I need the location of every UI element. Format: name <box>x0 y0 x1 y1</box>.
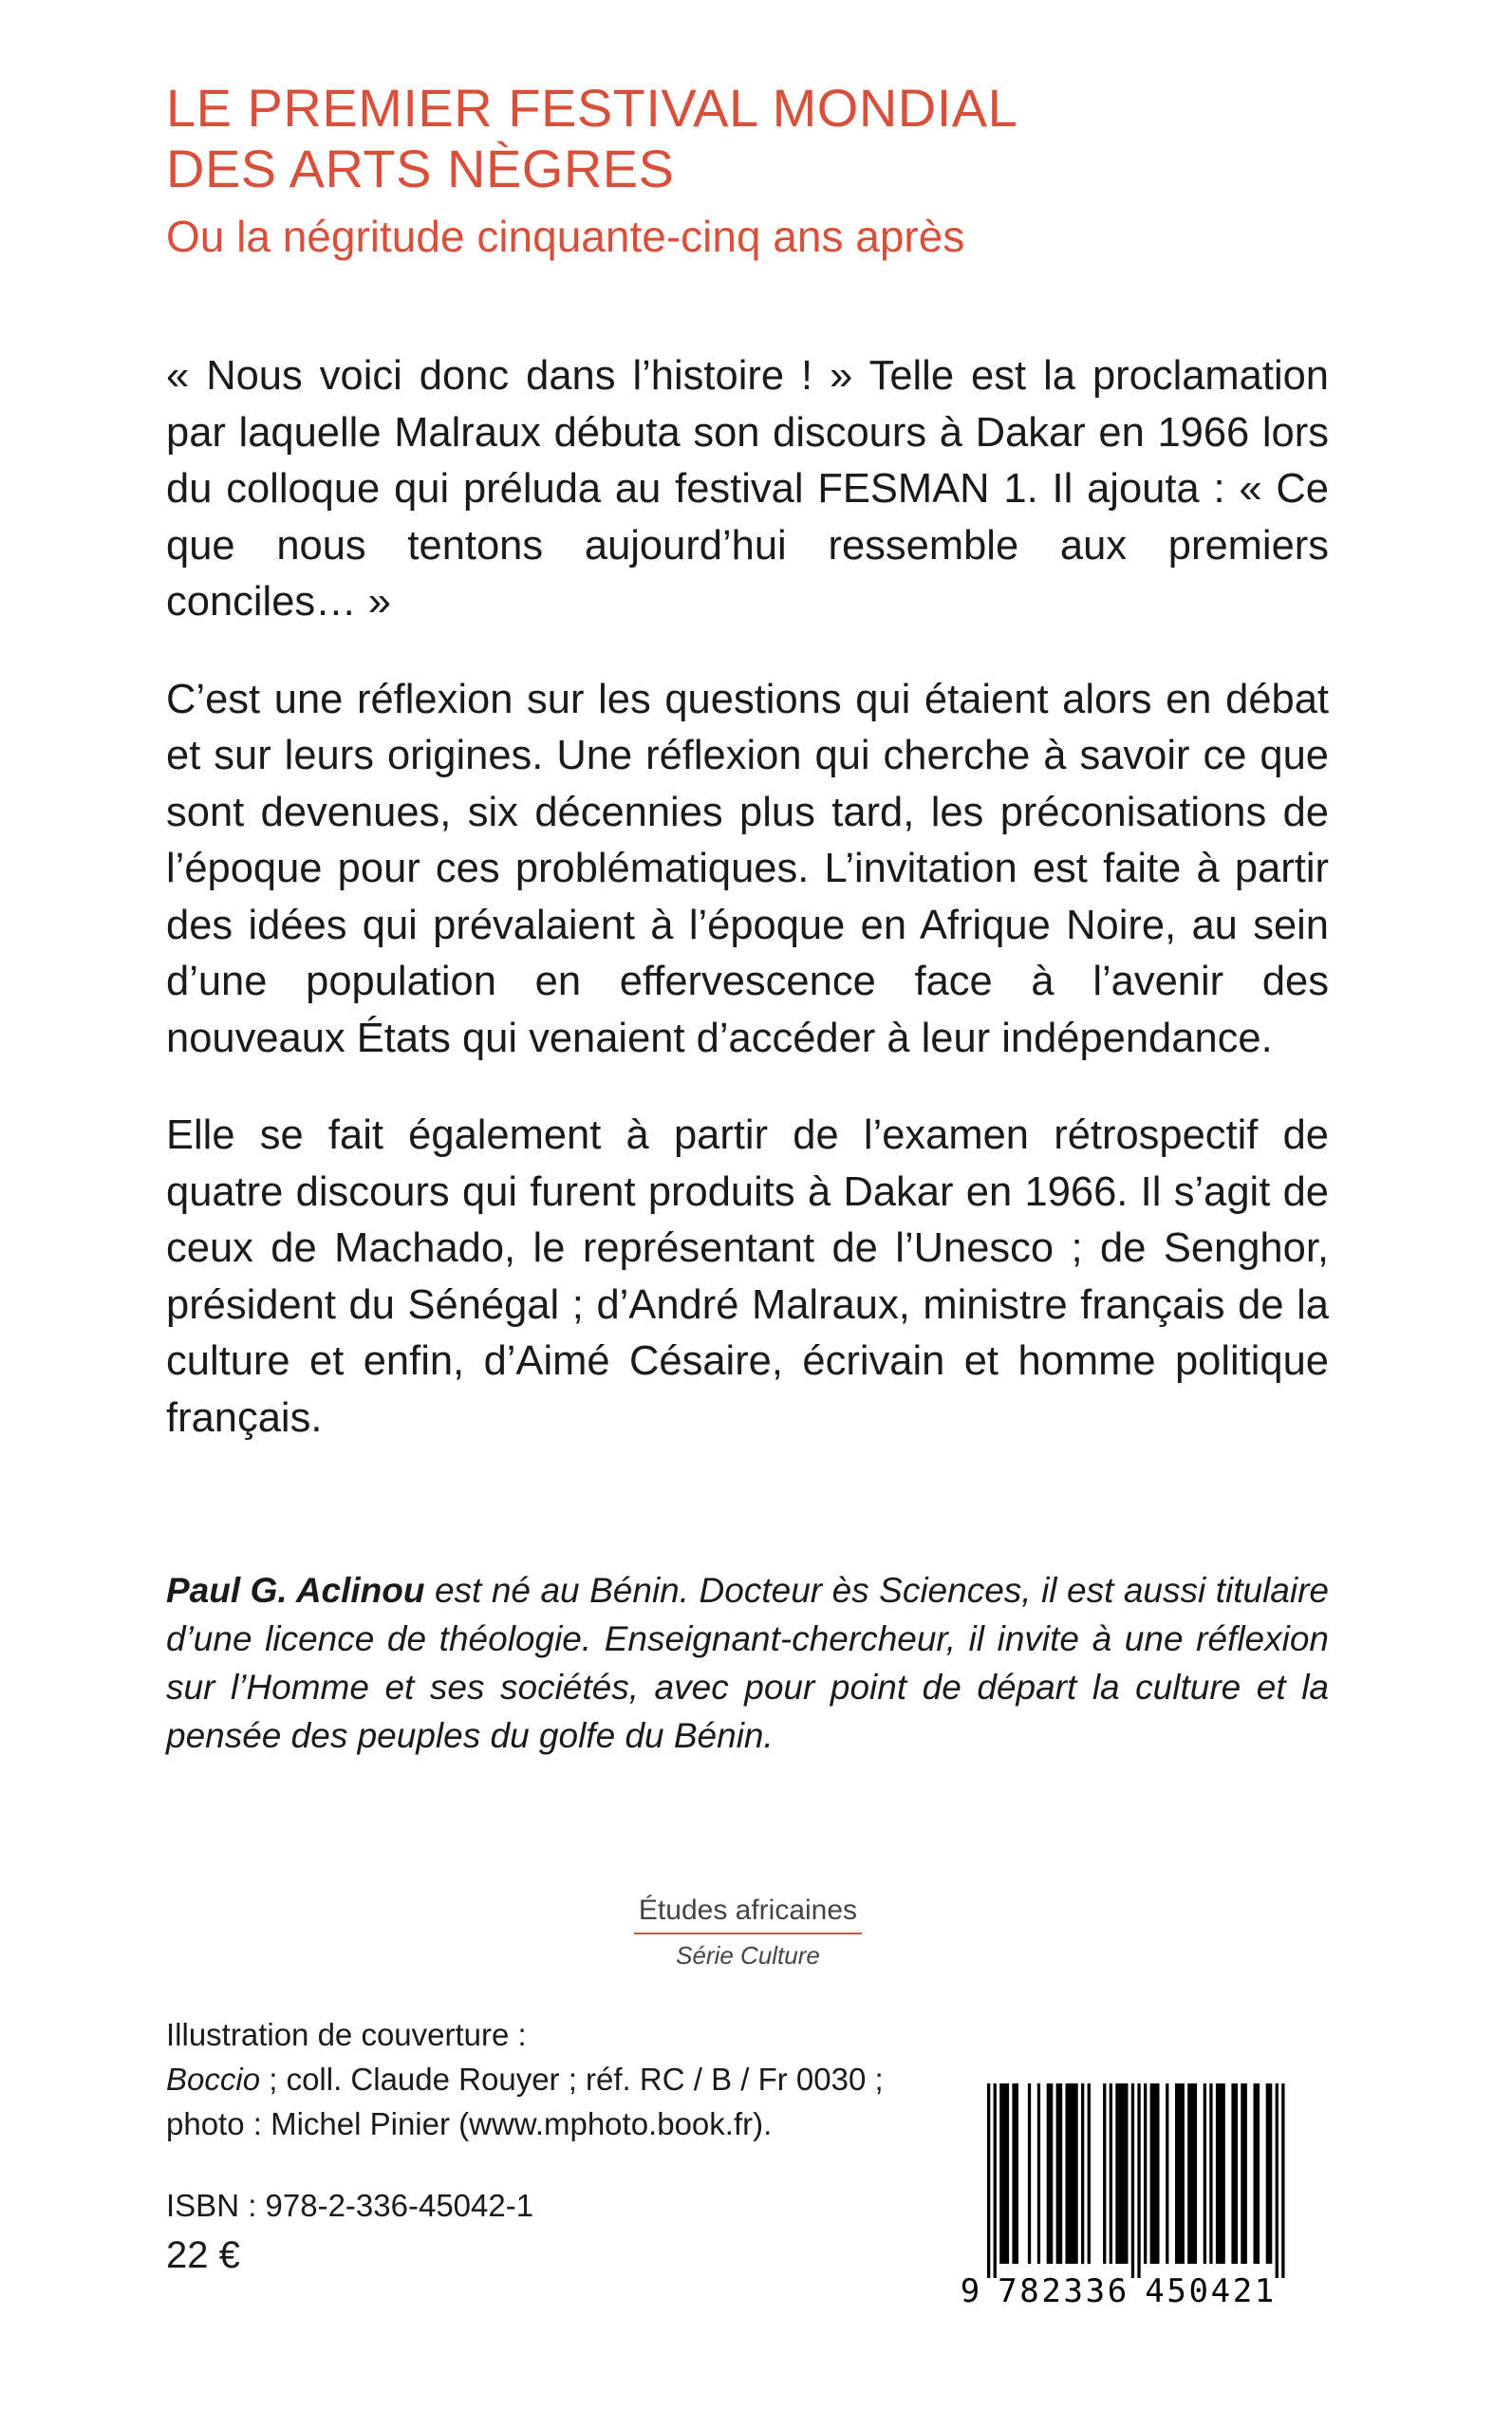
blurb <box>166 348 1329 1487</box>
author-bio-text: est né au Bénin. Docteur ès Sciences, il est aussi titulaire d’une licence de théologie. Enseignant-chercheur, il invite à une réflexion sur l’Homme et ses sociétés, avec pour point de départ la culture et la pensée des peuples du golfe du Bénin. <box>166 1571 1329 1755</box>
credits-details-line <box>166 2057 1020 2101</box>
credits-label: Illustration de couverture : <box>166 2017 527 2052</box>
barcode-digit: 1 <box>1254 2272 1275 2306</box>
barcode-digit: 4 <box>1210 2272 1231 2306</box>
credits-photo: photo : Michel Pinier (www.mphoto.book.fr). <box>166 2106 773 2141</box>
series-subtitle: Série Culture <box>676 1941 820 1970</box>
barcode-bar <box>1131 2083 1134 2278</box>
barcode-bar <box>1081 2083 1084 2264</box>
barcode-bar <box>1137 2083 1140 2278</box>
barcode-bar <box>994 2083 997 2278</box>
isbn: ISBN : 978-2-336-45042-1 <box>166 2188 534 2223</box>
series-name: Études africaines <box>634 1893 862 1934</box>
book-subtitle: Ou la négritude cinquante-cinq ans après <box>166 212 965 261</box>
blurb-paragraph-2: C’est une réflexion sur les questions qui étaient alors en débat et sur leurs origines. Une réflexion qui cherche à savoir ce que sont devenues, six décennies plus tard, les préconisations de l’époque pour ces problématiques. L’invitation est faite à partir des idées qui prévalaient à l’époque en Afrique Noire, au sein d’une population en effervescence face à l’avenir des nouveaux États qui venaient d’accéder à leur indépendance. <box>166 676 1329 1061</box>
barcode-digit: 4 <box>1145 2272 1165 2306</box>
barcode-bar <box>1066 2083 1078 2264</box>
barcode-graphic <box>959 2083 1334 2306</box>
barcode-bar <box>1103 2083 1106 2264</box>
barcode-bar <box>987 2083 990 2278</box>
barcode-bar <box>1056 2083 1063 2264</box>
barcode-bar <box>1166 2083 1168 2264</box>
book-title-line-2: DES ARTS NÈGRES <box>166 139 675 198</box>
cover-credits <box>166 2012 1020 2146</box>
barcode-bar <box>1110 2083 1112 2264</box>
series-label <box>634 1893 862 1972</box>
barcode-bar <box>1150 2083 1160 2264</box>
barcode-bar <box>1088 2083 1091 2264</box>
barcode-bar <box>1254 2083 1260 2264</box>
barcode-bar <box>1037 2083 1040 2264</box>
barcode-bar <box>1266 2083 1273 2264</box>
barcode-bar <box>1175 2083 1185 2264</box>
barcode-bar <box>1047 2083 1054 2264</box>
barcode-bar <box>1281 2083 1284 2278</box>
barcode-bar <box>1204 2083 1206 2264</box>
barcode-bar <box>1028 2083 1031 2264</box>
barcode-bar <box>1187 2083 1197 2264</box>
barcode-bar <box>1241 2083 1247 2264</box>
barcode-digit: 3 <box>1063 2272 1083 2306</box>
barcode-digit: 2 <box>1232 2272 1253 2306</box>
author-bio <box>166 1566 1329 1760</box>
barcode-digit: 3 <box>1085 2272 1106 2306</box>
barcode-digit: 9 <box>960 2272 980 2306</box>
barcode-bar <box>1209 2083 1212 2264</box>
book-title-line-1: LE PREMIER FESTIVAL MONDIAL <box>166 78 1018 138</box>
barcode <box>959 2083 1334 2306</box>
credits-details: ; coll. Claude Rouyer ; réf. RC / B / Fr 0030 ; <box>260 2062 884 2097</box>
barcode-digit: 7 <box>998 2272 1017 2306</box>
title-block <box>166 78 1353 266</box>
credits-work: Boccio <box>166 2062 261 2097</box>
barcode-bar <box>1115 2083 1128 2264</box>
barcode-digit: 5 <box>1167 2272 1186 2306</box>
price: 22 € <box>166 2234 240 2276</box>
barcode-bar <box>1216 2083 1225 2264</box>
barcode-bar <box>1231 2083 1238 2264</box>
author-name: Paul G. Aclinou <box>166 1571 425 1610</box>
barcode-digit: 0 <box>1188 2272 1208 2306</box>
barcode-bar <box>1276 2083 1279 2278</box>
blurb-paragraph-3: Elle se fait également à partir de l’examen rétrospectif de quatre discours qui furent produits à Dakar en 1966. Il s’agit de ceux de Machado, le représentant de l’Unesco ; de Senghor, président du Sénégal ; d’André Malraux, ministre français de la culture et enfin, d’Aimé Césaire, écrivain et homme politique français. <box>166 1112 1329 1441</box>
barcode-bar <box>1012 2083 1018 2264</box>
barcode-digit: 8 <box>1019 2272 1039 2306</box>
barcode-digit: 2 <box>1041 2272 1061 2306</box>
barcode-digit: 6 <box>1107 2272 1128 2306</box>
barcode-bar <box>1144 2083 1147 2264</box>
barcode-bar <box>999 2083 1009 2264</box>
blurb-paragraph-1: « Nous voici donc dans l’histoire ! » Telle est la proclamation par laquelle Malraux débuta son discours à Dakar en 1966 lors du colloque qui préluda au festival FESMAN 1. Il ajouta : « Ce que nous tentons aujourd’hui ressemble aux premiers conciles… » <box>166 353 1329 625</box>
